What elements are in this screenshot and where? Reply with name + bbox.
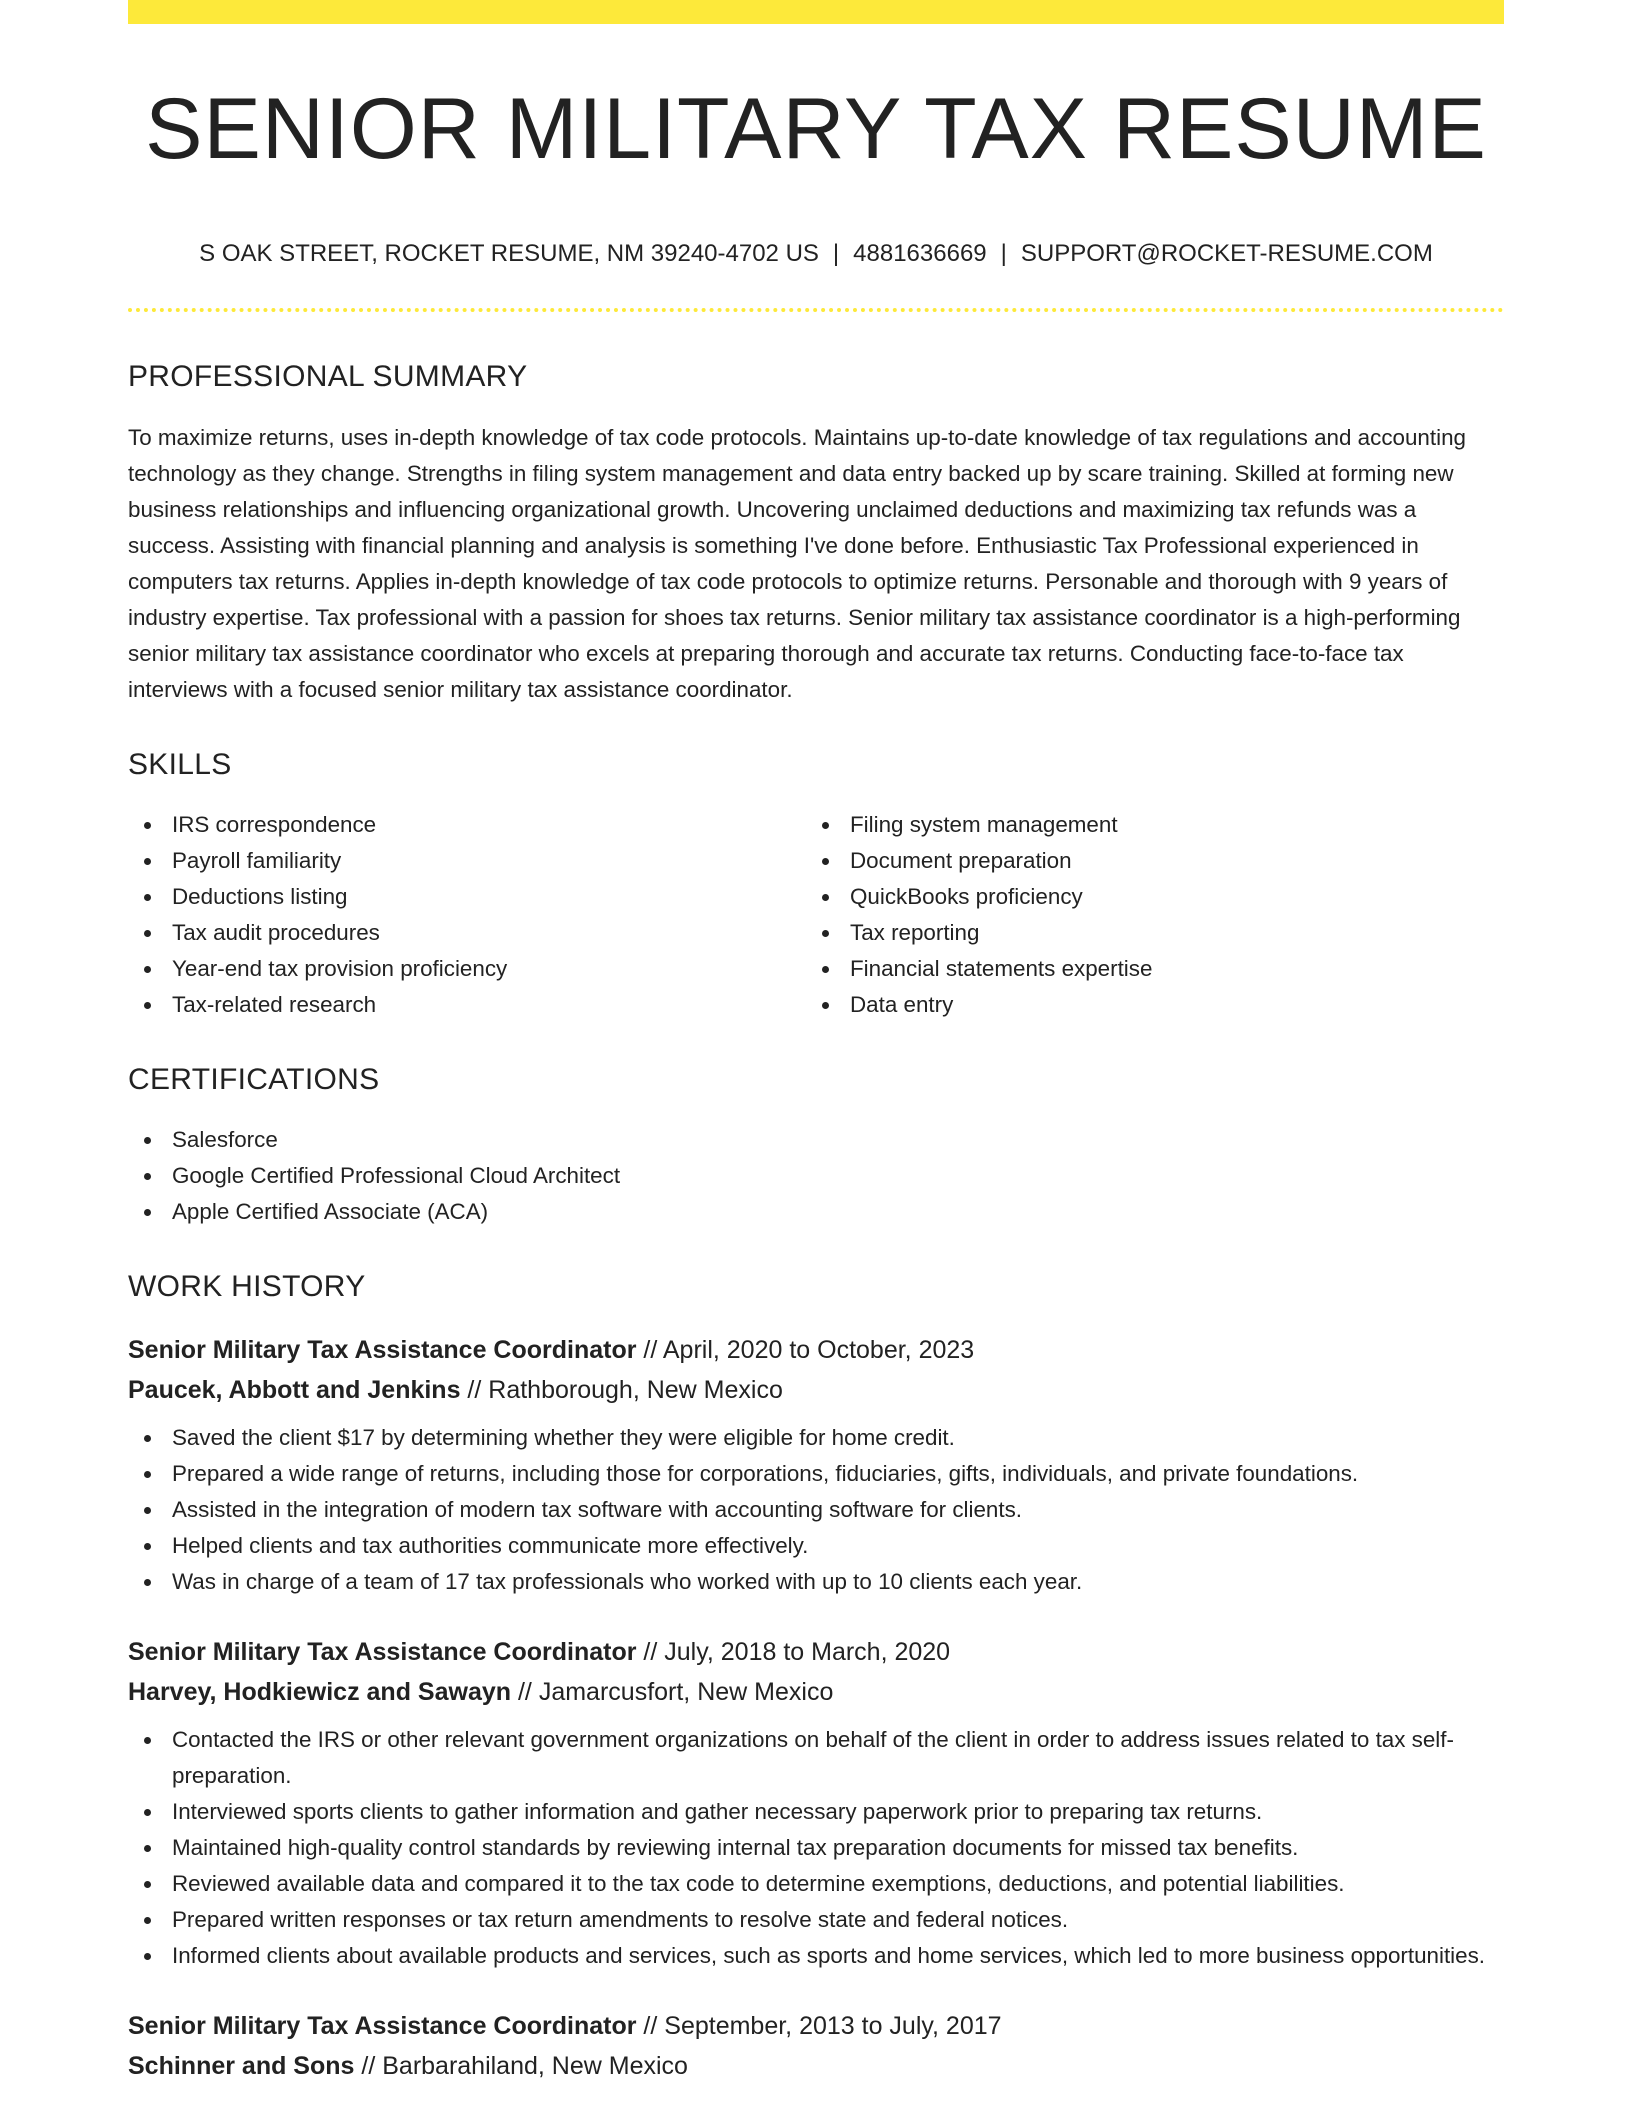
job-separator: //: [636, 1638, 665, 1666]
job-dates: April, 2020 to October, 2023: [662, 1336, 975, 1364]
job-duty: Helped clients and tax authorities communicate more effectively.: [128, 1528, 1504, 1564]
job-dates: September, 2013 to July, 2017: [664, 2012, 1002, 2040]
certifications-heading: CERTIFICATIONS: [128, 1063, 380, 1096]
job-separator: //: [354, 2052, 383, 2080]
summary-heading: PROFESSIONAL SUMMARY: [128, 360, 528, 393]
job-duty: Reviewed available data and compared it to the tax code to determine exemptions, deductions, and potential liabilities.: [128, 1866, 1504, 1902]
job-entry: [128, 2006, 1504, 2086]
skill-item: Tax-related research: [128, 987, 806, 1023]
work-history-heading: WORK HISTORY: [128, 1270, 366, 1303]
skill-item: Financial statements expertise: [806, 951, 1504, 987]
certifications-list: [128, 1122, 1504, 1230]
contact-email: SUPPORT@ROCKET-RESUME.COM: [1020, 240, 1433, 267]
job-duty: Informed clients about available products and services, such as sports and home services, which led to more business opportunities.: [128, 1938, 1504, 1974]
job-duty: Prepared a wide range of returns, including those for corporations, fiduciaries, gifts, individuals, and private foundations.: [128, 1456, 1504, 1492]
skill-item: Tax reporting: [806, 915, 1504, 951]
job-duty: Assisted in the integration of modern tax software with accounting software for clients.: [128, 1492, 1504, 1528]
accent-bar: [128, 0, 1504, 24]
skill-item: IRS correspondence: [128, 807, 806, 843]
job-entry: [128, 1330, 1504, 1600]
job-duty: Contacted the IRS or other relevant government organizations on behalf of the client in order to address issues related to tax self-preparation.: [128, 1722, 1504, 1794]
skills-left-list: [128, 807, 806, 1023]
job-duty: Maintained high-quality control standards by reviewing internal tax preparation documents for missed tax benefits.: [128, 1830, 1504, 1866]
contact-line: [128, 242, 1504, 266]
certification-item: Google Certified Professional Cloud Architect: [128, 1158, 1504, 1194]
job-company: Schinner and Sons: [128, 2052, 355, 2080]
contact-separator: |: [832, 240, 840, 267]
job-separator: //: [460, 1376, 489, 1404]
job-title: Senior Military Tax Assistance Coordinator: [128, 2012, 637, 2040]
job-company-line: [128, 1370, 1504, 1410]
job-entry: [128, 1632, 1504, 1974]
skill-item: Payroll familiarity: [128, 843, 806, 879]
job-dates: July, 2018 to March, 2020: [664, 1638, 951, 1666]
job-title: Senior Military Tax Assistance Coordinator: [128, 1336, 637, 1364]
job-company-line: [128, 1672, 1504, 1712]
dotted-divider: [128, 308, 1504, 312]
job-company: Harvey, Hodkiewicz and Sawayn: [128, 1678, 512, 1706]
skill-item: Deductions listing: [128, 879, 806, 915]
job-location: Barbarahiland, New Mexico: [382, 2052, 688, 2080]
skills-right-list: [806, 807, 1504, 1023]
job-title-line: [128, 2006, 1504, 2046]
skill-item: Tax audit procedures: [128, 915, 806, 951]
skill-item: Data entry: [806, 987, 1504, 1023]
contact-phone: 4881636669: [853, 240, 987, 267]
skill-item: Year-end tax provision proficiency: [128, 951, 806, 987]
resume-page: [128, 0, 1504, 2086]
job-company-line: [128, 2046, 1504, 2086]
job-location: Rathborough, New Mexico: [488, 1376, 783, 1404]
job-title: Senior Military Tax Assistance Coordinator: [128, 1638, 637, 1666]
skill-item: Filing system management: [806, 807, 1504, 843]
certification-item: Salesforce: [128, 1122, 1504, 1158]
skills-grid: [128, 807, 1504, 1023]
contact-address: S OAK STREET, ROCKET RESUME, NM 39240-4702 US: [199, 240, 819, 267]
job-duties-list: [128, 1420, 1504, 1600]
job-title-line: [128, 1330, 1504, 1370]
job-separator: //: [636, 1336, 663, 1364]
resume-title: SENIOR MILITARY TAX RESUME: [145, 81, 1487, 177]
skill-item: Document preparation: [806, 843, 1504, 879]
contact-separator: |: [1000, 240, 1007, 267]
summary-text: To maximize returns, uses in-depth knowledge of tax code protocols. Maintains up-to-date knowledge of tax regulations and accounting technology as they change. Strengths in filing system management and data entry backed up by scare training. Skilled at forming new business relationships and influencing organizational growth. Uncovering unclaimed deductions and maximizing tax refunds was a success. Assisting with financial planning and analysis is something I've done before. Enthusiastic Tax Professional experienced in computers tax returns. Applies in-depth knowledge of tax code protocols to optimize returns. Personable and thorough with 9 years of industry expertise. Tax professional with a passion for shoes tax returns. Senior military tax assistance coordinator is a high-performing senior military tax assistance coordinator who excels at preparing thorough and accurate tax returns. Conducting face-to-face tax interviews with a focused senior military tax assistance coordinator.: [128, 425, 1466, 702]
skill-item: QuickBooks proficiency: [806, 879, 1504, 915]
job-duty: Saved the client $17 by determining whether they were eligible for home credit.: [128, 1420, 1504, 1456]
skills-heading: SKILLS: [128, 748, 232, 781]
job-separator: //: [511, 1678, 539, 1706]
job-duty: Prepared written responses or tax return amendments to resolve state and federal notices.: [128, 1902, 1504, 1938]
job-duty: Was in charge of a team of 17 tax professionals who worked with up to 10 clients each year.: [128, 1564, 1504, 1600]
job-duties-list: [128, 1722, 1504, 1974]
job-separator: //: [636, 2012, 665, 2040]
job-company: Paucek, Abbott and Jenkins: [128, 1376, 461, 1404]
certification-item: Apple Certified Associate (ACA): [128, 1194, 1504, 1230]
job-location: Jamarcusfort, New Mexico: [538, 1678, 834, 1706]
job-title-line: [128, 1632, 1504, 1672]
job-duty: Interviewed sports clients to gather information and gather necessary paperwork prior to preparing tax returns.: [128, 1794, 1504, 1830]
